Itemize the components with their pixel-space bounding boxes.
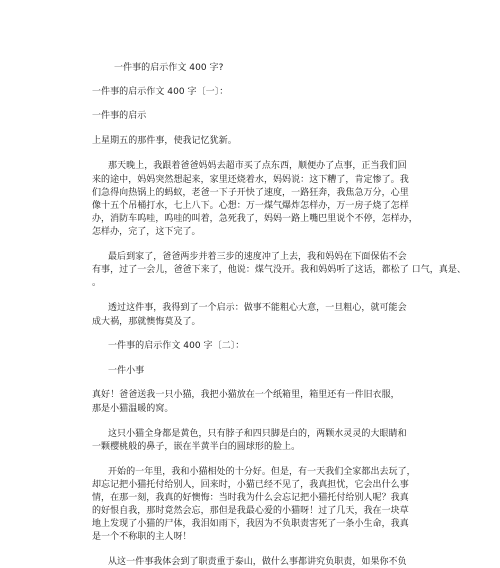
essay1-p2-line-1: 那天晚上，我跟着爸爸妈妈去超市买了点东西，顺便办了点事，正当我们回 xyxy=(108,161,407,171)
document-title: 一件事的启示作文 400 字? xyxy=(114,63,224,73)
essay1-p3-line-1: 最后到家了，爸爸两步并着三步的速度冲了上去，我和妈妈在下面保佑不会 xyxy=(108,252,407,262)
essay2-heading: 一件事的启示作文 400 字〔二〕： xyxy=(108,341,245,351)
essay1-p3-line-2: 有事，过了一会儿，爸爸下来了，他说：煤气没开。我和妈妈听了这话，都松了 口气，真是、 xyxy=(92,265,466,275)
essay2-p3-line-3: 情，在那一刻，我真的好懊悔：当时我为什么会忘记把小猫托付给别人呢？我真 xyxy=(92,493,409,503)
essay2-p2-line-1: 这只小猫全身都是黄色，只有脖子和四只脚是白的，两颗水灵灵的大眼睛和 xyxy=(108,429,407,439)
essay2-p3-line-4: 的好恨自我，那时竟然会忘，那但是我最心爱的小猫呀！过了几天，我在一块草 xyxy=(92,506,409,516)
essay1-p2-line-2: 来的途中，妈妈突然想起来，家里还烧着水，妈妈说：这下糟了，肯定惨了。我 xyxy=(92,175,409,185)
essay1-p2-line-4: 像十五个吊桶打水，七上八下。心想：万一煤气爆炸怎样办，万一房子烧了怎样 xyxy=(92,201,409,211)
essay1-p2-line-6: 怎样办，完了，这下完了。 xyxy=(92,227,201,237)
essay2-p3-line-6: 是一个不称职的主人呀！ xyxy=(92,532,192,542)
essay2-p1-line-1: 真好！爸爸送我一只小猫，我把小猫放在一个纸箱里，箱里还有一件旧衣服， xyxy=(92,390,400,400)
essay2-p3-line-2: 却忘记把小猫托付给别人，回来时，小猫已经不见了，我真担忧，它会出什么事 xyxy=(92,480,409,490)
essay2-p3-line-1: 开始的一年里，我和小猫相处的十分好。但是，有一天我们全家都出去玩了， xyxy=(108,467,416,477)
essay1-p3-line-3: 。 xyxy=(92,278,102,288)
essay1-p4-line-1: 透过这件事，我得到了一个启示：做事不能粗心大意，一旦粗心，就可能会 xyxy=(108,303,407,313)
essay2-p3-line-5: 地上发现了小猫的尸体，我泪如雨下，我因为不负职责害死了一条小生命，我真 xyxy=(92,519,409,529)
essay1-paragraph-1: 上星期五的那件事，使我记忆犹新。 xyxy=(92,136,237,146)
essay2-title: 一件小事 xyxy=(108,366,145,376)
essay1-p2-line-5: 办，消防车呜哇，呜哇的叫着，急死我了，妈妈一路上嘴巴里说个不停，怎样办， xyxy=(92,214,418,224)
essay2-p1-line-2: 那是小猫温暖的窝。 xyxy=(92,404,174,414)
essay1-p2-line-3: 们急得向热锅上的蚂蚁，老爸一下子开快了速度，一路狂奔，我焦急万分，心里 xyxy=(92,188,409,198)
essay2-p4-line-1: 从这一件事我体会到了职责重于泰山，做什么事都讲究负职责，如果你不负 xyxy=(108,557,407,567)
essay1-p4-line-2: 成大祸，那就懊悔莫及了。 xyxy=(92,317,201,327)
essay2-p2-line-2: 一颗樱桃般的鼻子，嵌在半黄半白的圆球形的脸上。 xyxy=(92,442,301,452)
essay1-title: 一件事的启示 xyxy=(92,111,147,121)
essay1-heading: 一件事的启示作文 400 字〔一〕： xyxy=(92,87,229,97)
